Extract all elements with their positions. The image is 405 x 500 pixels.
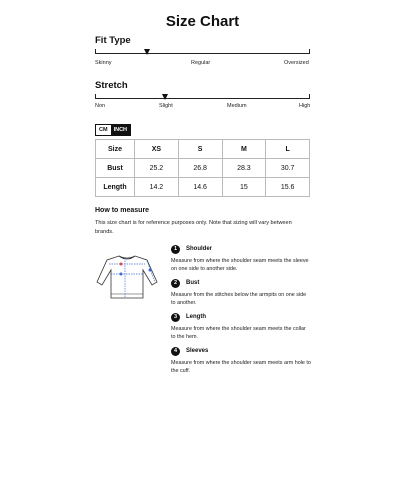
- stretch-label-high: High: [299, 103, 311, 109]
- stretch-heading: Stretch: [95, 80, 128, 91]
- measure-label-bust: Bust: [186, 280, 200, 286]
- sweater-illustration: [95, 252, 160, 304]
- table-row-label: Length: [96, 178, 135, 197]
- measure-label-sleeves: Sleeves: [186, 348, 209, 354]
- unit-toggle: [95, 124, 131, 136]
- fit-type-label-skinny: Skinny: [95, 60, 112, 66]
- unit-inch-button[interactable]: INCH: [111, 125, 130, 135]
- fit-type-tick: [309, 49, 310, 54]
- table-header-cell: Size: [96, 140, 135, 159]
- fit-type-label-oversized: Oversized: [284, 60, 309, 66]
- measure-desc-bust: Measure from the stitches below the armpits on one side to another.: [171, 292, 307, 307]
- fit-type-marker: [144, 49, 150, 55]
- fit-type-tick: [95, 49, 96, 54]
- stretch-label-non: Non: [95, 103, 106, 109]
- step-number-badge: 3: [171, 313, 180, 322]
- table-cell: 30.7: [266, 159, 310, 178]
- stretch-marker: [162, 94, 168, 100]
- stretch-label-medium: Medium: [227, 103, 247, 109]
- measure-label-shoulder: Shoulder: [186, 246, 213, 252]
- page-title: Size Chart: [165, 13, 240, 30]
- fit-type-label-regular: Regular: [191, 60, 211, 66]
- table-row-label: Bust: [96, 159, 135, 178]
- table-row: [96, 159, 310, 178]
- fit-type-scale: [95, 53, 310, 54]
- size-table-header-row: [96, 140, 310, 159]
- table-header-cell: XS: [135, 140, 179, 159]
- table-cell: 28.3: [222, 159, 266, 178]
- measure-label-length: Length: [186, 314, 206, 320]
- table-cell: 15.6: [266, 178, 310, 197]
- table-header-cell: M: [222, 140, 266, 159]
- table-header-cell: S: [178, 140, 222, 159]
- step-number-badge: 1: [171, 245, 180, 254]
- disclaimer-text: This size chart is for reference purposes only. Note that sizing will vary between brands.: [95, 220, 292, 235]
- table-cell: 25.2: [135, 159, 179, 178]
- measure-desc-sleeves: Measure from where the shoulder seam meets arm hole to the cuff.: [171, 360, 311, 375]
- table-cell: 15: [222, 178, 266, 197]
- table-header-cell: L: [266, 140, 310, 159]
- how-to-measure-title: How to measure: [95, 207, 150, 214]
- table-row: [96, 178, 310, 197]
- stretch-tick: [95, 94, 96, 99]
- unit-cm-button[interactable]: CM: [99, 127, 108, 133]
- step-number-badge: 2: [171, 279, 180, 288]
- measure-desc-shoulder: Measure from where the shoulder seam meets the sleeve on one side to another side.: [171, 258, 309, 273]
- stretch-scale: [95, 98, 310, 99]
- stretch-tick: [309, 94, 310, 99]
- step-number-badge: 4: [171, 347, 180, 356]
- table-cell: 26.8: [178, 159, 222, 178]
- stretch-label-slight: Slight: [159, 103, 173, 109]
- table-cell: 14.2: [135, 178, 179, 197]
- fit-type-heading: Fit Type: [95, 35, 131, 46]
- measure-desc-length: Measure from where the shoulder seam meets the collar to the hem.: [171, 326, 306, 341]
- size-table: [95, 139, 310, 197]
- table-cell: 14.6: [178, 178, 222, 197]
